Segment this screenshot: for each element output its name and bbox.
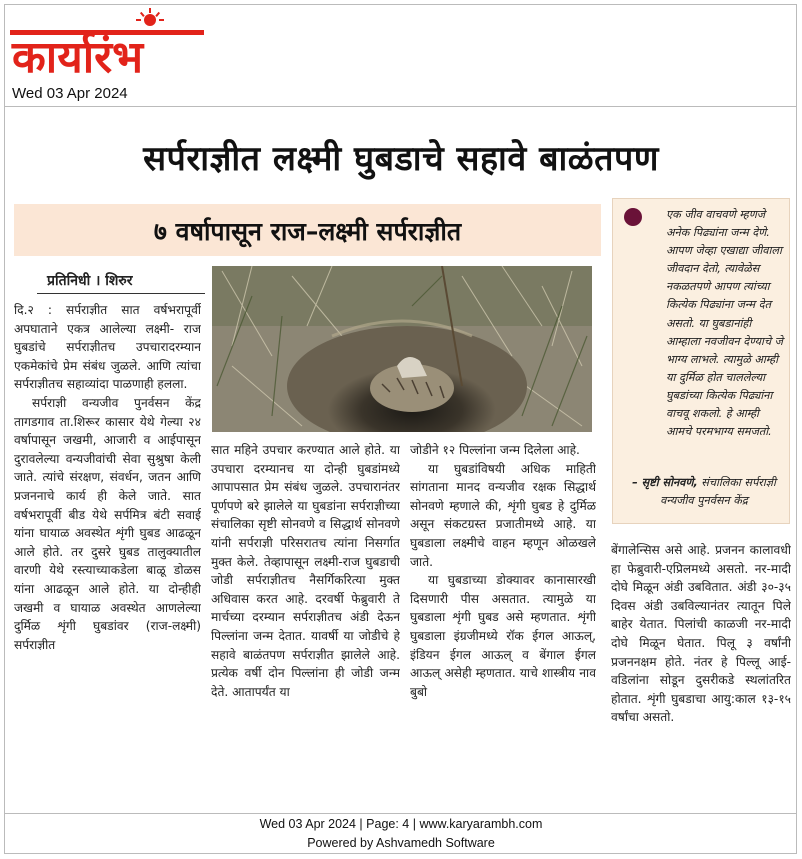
quote-attribution xyxy=(624,474,784,510)
article-column-2 xyxy=(211,441,400,805)
paragraph: जोडीने १२ पिल्लांना जन्म दिलेला आहे. xyxy=(410,443,580,457)
edition-date: Wed 03 Apr 2024 xyxy=(12,85,128,102)
svg-text:कार्यारंभ: कार्यारंभ xyxy=(12,32,144,83)
masthead-logo[interactable] xyxy=(8,6,208,84)
quote-text: एक जीव वाचवणे म्हणजे अनेक पिढ्यांना जन्म देणे. आपण जेव्हा एखाद्या जीवाला जीवदान देतो, त्यावेळेस नकळतपणे आपण त्यांच्या कित्येक पिढ्यांना जन्म देत असतो. या घुबडानांही आम्हाला नवजीवन देण्याचे जे भाग्य लाभले. त्यामुळे आम्ही या दुर्मिळ होत चाललेल्या घुबडांच्या कित्येक पिढ्यांना वाचवू शकलो. हे आम्ही आमचे परमभाग्य समजतो. xyxy=(666,208,783,439)
article-subheadline: ७ वर्षापासून राज–लक्ष्मी सर्पराज्ञीत xyxy=(153,217,462,246)
paragraph: बेंगालेन्सिस असे आहे. प्रजनन कालावधी हा फेब्रुवारी-एप्रिलमध्ये असतो. नर-मादी दोघे मिळून अंडी उबवितात. अंडी ३०-३५ दिवस अंडी उबविल्यानंतर त्यातून पिले बाहेर येतात. पिलांची काळजी नर-मादी दोघे मिळून घेतात. पिलू ३ वर्षांनी प्रजननक्षम होते. नंतर हे पिल्लू आई-वडिलांना सोडून दुसरीकडे स्थलांतरित होतात. शृंगी घुबडाचा आयु:काल १३-१५ वर्षांचा असतो. xyxy=(611,543,791,725)
pull-quote xyxy=(622,206,784,441)
footer-powered-by: Powered by Ashvamedh Software xyxy=(307,836,495,850)
divider xyxy=(4,813,797,814)
footer-page-info[interactable]: Wed 03 Apr 2024 | Page: 4 | www.karyarambh.com xyxy=(259,817,543,831)
article-byline: प्रतिनिधी । शिरुर xyxy=(37,270,205,294)
quote-author-role: संचालिका सर्पराज्ञी वन्यजीव पुनर्वसन केंद्र xyxy=(660,476,776,507)
paragraph: या घुबडाच्या डोक्यावर कानासारखी दिसणारी पीस असतात. त्यामुळे या घुबडाला शृंगी घुबड असे म्हणतात. शृंगी घुबडाला इंग्रजीमध्ये रॉक ईगल आऊल्, इंडियन ईगल आऊल् व बेंगाल ईगल आऊल् असेही म्हणतात. याचे शास्त्रीय नाव बुबो xyxy=(410,573,596,699)
article-column-3 xyxy=(410,441,596,805)
quote-author: – सृष्टी सोनवणे, xyxy=(632,476,698,489)
owl-photo xyxy=(212,266,592,432)
paragraph: या घुबडांविषयी अधिक माहिती सांगताना मानद वन्यजीव रक्षक सिद्धार्थ सोनवणे म्हणाले की, शृंगी घुबड हे दुर्मिळ असून संकटग्रस्त प्रजातीमध्ये आहे. या घुबडाला लक्ष्मीचे वाहन म्हणून ओळखले जाते. xyxy=(410,461,596,569)
article-column-1 xyxy=(14,301,201,805)
article-column-4 xyxy=(611,541,791,805)
paragraph: सर्पराज्ञी वन्यजीव पुनर्वसन केंद्र तागडगाव ता.शिरूर कासार येथे गेल्या २४ वर्षापासून जखमी, आजारी व आईपासून दुरावलेल्या वन्यजीवांची सेवा सुश्रुषा केली जाते. त्यांचे संरक्षण, संवर्धन, जतन आणि प्रजननाचे कार्य ही केले जाते. सात वर्षभरापूर्वी बीड येथे सर्पमित्र बंटी सवाई यांना घायाळ अवस्थेत शृंगी घुबड आढळून आले होते. तर दुसरे घुबड तालुक्यातील वारणी येथे रस्त्याच्याकडेला बाळू डोळस यांना आढळून आले होते. या दोन्हीही जखमी व घायाळ अवस्थेत आणलेल्या दुर्मिळ शृंगी घुबडांवर (राज-लक्ष्मी) सर्पराज्ञीत xyxy=(14,395,201,652)
paragraph: सात महिने उपचार करण्यात आले होते. या उपचारा दरम्यानच या दोन्ही घुबडांमध्ये आपापसात प्रेम संबंध जुळले. उपचारानंतर पूर्णपणे बरे झालेले या घुबडांना सर्पराज्ञीच्या संचालिका सृष्टी सोनवणे व सिद्धार्थ सोनवणे यांनी सर्पराज्ञी परिसरातच त्यांना निसर्गात मुक्त केले. तेव्हापासून लक्ष्मी-राज घुबडाची जोडी सर्पराज्ञीतच नैसर्गिकरित्या मुक्त अधिवास करत आहे. दरवर्षी फेब्रुवारी ते मार्चच्या दरम्यान सर्पराज्ञीतच अंडी देऊन पिल्लांना जन्म देतात. यावर्षी या जोडीचे हे सहावे बाळंतपण सर्पराज्ञीत झालेले आहे. प्रत्येक वर्षी दोन पिल्लांना ही जोडी जन्म देते. आतापर्यंत या xyxy=(211,443,400,699)
article-headline: सर्पराज्ञीत लक्ष्मी घुबडाचे सहावे बाळंतपण xyxy=(143,139,659,179)
paragraph: दि.२ : सर्पराज्ञीत सात वर्षभरापूर्वी अपघाताने एकत्र आलेल्या लक्ष्मी- राज घुबडांचे सर्पराज्ञीतच उपचारादरम्यान एकमेकांचे प्रेम संबंध जुळले. आणि त्यांचा सर्पराज्ञीतच सहाव्यांदा पाळणाही हलला. xyxy=(14,303,201,392)
divider xyxy=(4,106,797,107)
